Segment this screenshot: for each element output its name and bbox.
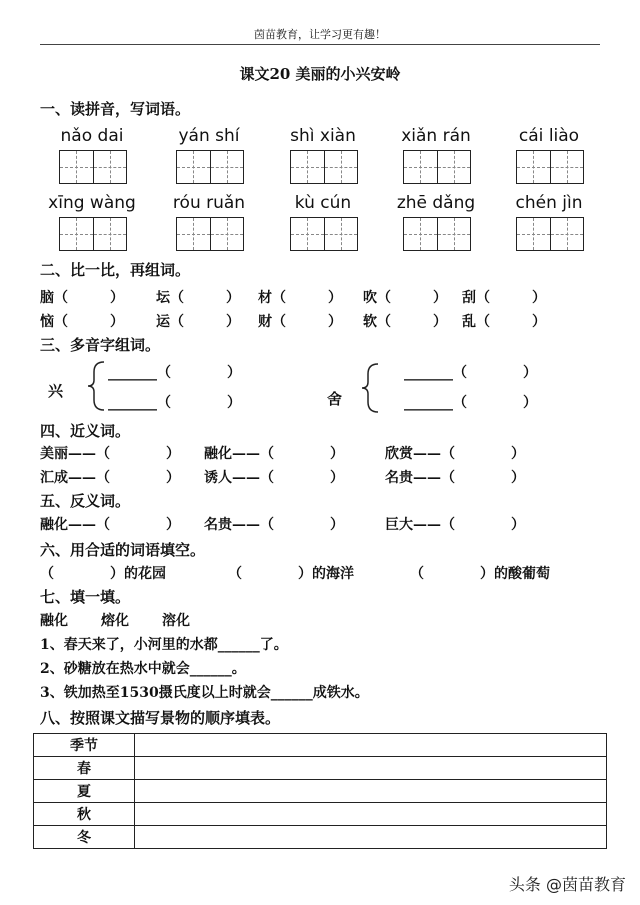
pinyin-label: shì xiàn [290, 126, 356, 146]
section-3-heading: 三、多音字组词。 [40, 336, 161, 354]
compare-item: 运（ ） [156, 314, 240, 330]
section-2-heading: 二、比一比，再组词。 [40, 261, 191, 279]
writing-grid[interactable] [290, 217, 358, 251]
fill-item: （ ）的花园 [40, 566, 166, 582]
polyphone-char: 舍 [327, 390, 343, 408]
fill-sentence: 1、春天来了，小河里的水都______了。 [40, 637, 288, 653]
writing-grid[interactable] [403, 150, 471, 184]
fill-sentence: 3、铁加热至1530摄氏度以上时就会______成铁水。 [40, 685, 369, 701]
writing-grid[interactable] [403, 217, 471, 251]
table-cell: 秋 [34, 803, 135, 826]
section-7-heading: 七、填一填。 [40, 588, 131, 606]
polyphone-blank: _______（ ） [404, 395, 537, 411]
compare-item: 刮（ ） [462, 290, 546, 306]
header-divider [40, 44, 600, 45]
brace-icon [86, 360, 106, 412]
compare-item: 财（ ） [258, 314, 342, 330]
season-table [33, 733, 607, 849]
table-cell: 冬 [34, 826, 135, 849]
synonym-item: 名贵——（ ） [385, 470, 525, 486]
pinyin-label: róu ruǎn [172, 193, 246, 213]
table-row [34, 803, 607, 826]
table-row [34, 826, 607, 849]
pinyin-label: kù cún [294, 193, 352, 213]
section-6-heading: 六、用合适的词语填空。 [40, 541, 206, 559]
pinyin-label: chén jìn [515, 193, 583, 213]
word-option: 溶化 [162, 613, 190, 629]
polyphone-char: 兴 [48, 382, 64, 400]
compare-item: 脑（ ） [40, 290, 124, 306]
answer-cell[interactable] [135, 757, 607, 780]
fill-item: （ ）的酸葡萄 [410, 566, 550, 582]
synonym-item: 诱人——（ ） [204, 470, 344, 486]
writing-grid[interactable] [290, 150, 358, 184]
writing-grid[interactable] [59, 217, 127, 251]
section-4-heading: 四、近义词。 [40, 422, 131, 440]
page-title: 课文20 美丽的小兴安岭 [239, 65, 401, 83]
fill-item: （ ）的海洋 [228, 566, 354, 582]
polyphone-blank: _______（ ） [108, 365, 241, 381]
compare-item: 软（ ） [363, 314, 447, 330]
pinyin-label: zhē dǎng [396, 193, 476, 213]
section-8-heading: 八、按照课文描写景物的顺序填表。 [40, 709, 281, 727]
synonym-item: 融化——（ ） [204, 446, 344, 462]
synonym-item: 美丽——（ ） [40, 446, 180, 462]
answer-cell[interactable] [135, 780, 607, 803]
watermark: 头条 @茵苗教育 [508, 875, 626, 894]
section-5-heading: 五、反义词。 [40, 492, 131, 510]
antonym-item: 名贵——（ ） [204, 517, 344, 533]
pinyin-label: cái liào [518, 126, 580, 146]
writing-grid[interactable] [516, 150, 584, 184]
antonym-item: 巨大——（ ） [385, 517, 525, 533]
table-row [34, 780, 607, 803]
header-text: 茵苗教育，让学习更有趣！ [254, 28, 386, 41]
compare-item: 乱（ ） [462, 314, 546, 330]
pinyin-label: nǎo dai [60, 126, 124, 146]
antonym-item: 融化——（ ） [40, 517, 180, 533]
pinyin-label: yán shí [178, 126, 240, 146]
polyphone-blank: _______（ ） [108, 395, 241, 411]
synonym-item: 欣赏——（ ） [385, 446, 525, 462]
writing-grid[interactable] [516, 217, 584, 251]
compare-item: 吹（ ） [363, 290, 447, 306]
brace-icon [360, 362, 380, 414]
writing-grid[interactable] [176, 217, 244, 251]
compare-item: 恼（ ） [40, 314, 124, 330]
table-row [34, 757, 607, 780]
compare-item: 坛（ ） [156, 290, 240, 306]
section-1-heading: 一、读拼音，写词语。 [40, 100, 191, 118]
table-cell: 夏 [34, 780, 135, 803]
word-option: 熔化 [101, 613, 129, 629]
answer-cell[interactable] [135, 734, 607, 757]
fill-sentence: 2、砂糖放在热水中就会______。 [40, 661, 246, 677]
table-cell: 春 [34, 757, 135, 780]
compare-item: 材（ ） [258, 290, 342, 306]
writing-grid[interactable] [176, 150, 244, 184]
pinyin-label: xiǎn rán [401, 126, 471, 146]
synonym-item: 汇成——（ ） [40, 470, 180, 486]
table-cell: 季节 [34, 734, 135, 757]
polyphone-blank: _______（ ） [404, 365, 537, 381]
table-row [34, 734, 607, 757]
pinyin-label: xīng wàng [48, 193, 136, 213]
answer-cell[interactable] [135, 826, 607, 849]
word-option: 融化 [40, 613, 68, 629]
writing-grid[interactable] [59, 150, 127, 184]
answer-cell[interactable] [135, 803, 607, 826]
